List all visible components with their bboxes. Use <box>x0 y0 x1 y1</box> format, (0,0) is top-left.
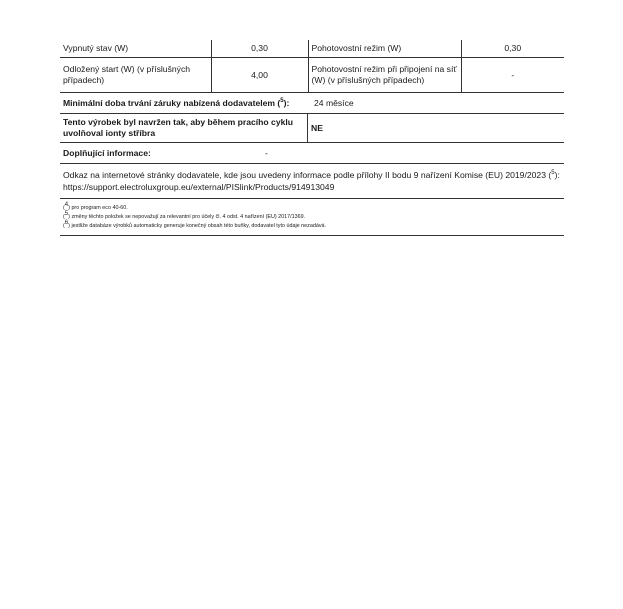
additional-info-value: - <box>265 147 268 158</box>
networked-standby-label: Pohotovostní režim při připojení na síť (W) (v příslušných případech) <box>308 58 461 93</box>
standby-value: 0,30 <box>461 40 564 58</box>
off-mode-value: 0,30 <box>211 40 308 58</box>
table-row <box>60 58 564 93</box>
footnote: (4) pro program eco 40-60. <box>63 202 128 211</box>
silver-ions-row <box>60 114 564 143</box>
delay-start-value: 4,00 <box>211 58 308 93</box>
delay-start-label: Odložený start (W) (v příslušných případech) <box>60 58 211 93</box>
standby-label: Pohotovostní režim (W) <box>308 40 461 58</box>
networked-standby-value: - <box>461 58 564 93</box>
additional-info-row <box>60 143 564 164</box>
footnote: (5) změny těchto položek se nepovažují za relevantní pro účely čl. 4 odst. 4 nařízení (EU) 2017/1369. <box>63 211 306 220</box>
supplier-link-notice: Odkaz na internetové stránky dodavatele, kde jsou uvedeny informace podle přílohy II bodu 9 nařízení Komise (EU) 2019/2023 ($^5$): https://support.electroluxgroup.eu/external/PISlink/Products/914913049 <box>60 164 564 199</box>
off-mode-label: Vypnutý stav (W) <box>60 40 211 58</box>
footnote: (6) jestliže databáze výrobků automaticky generuje konečný obsah této buňky, dodavatel tyto údaje nezadává. <box>63 220 327 229</box>
additional-info-label: Doplňující informace: <box>63 147 151 158</box>
warranty-label: Minimální doba trvání záruky nabízená dodavatelem ($^5$): <box>63 97 290 108</box>
warranty-row <box>60 93 564 114</box>
footnotes <box>60 199 564 236</box>
table-row <box>60 40 564 58</box>
silver-ions-value: NE <box>311 122 323 133</box>
power-table <box>60 40 564 93</box>
energy-info-sheet <box>60 40 564 236</box>
warranty-value: 24 měsíce <box>314 97 354 108</box>
silver-ions-label: Tento výrobek byl navržen tak, aby během pracího cyklu uvolňoval ionty stříbra <box>60 114 308 142</box>
